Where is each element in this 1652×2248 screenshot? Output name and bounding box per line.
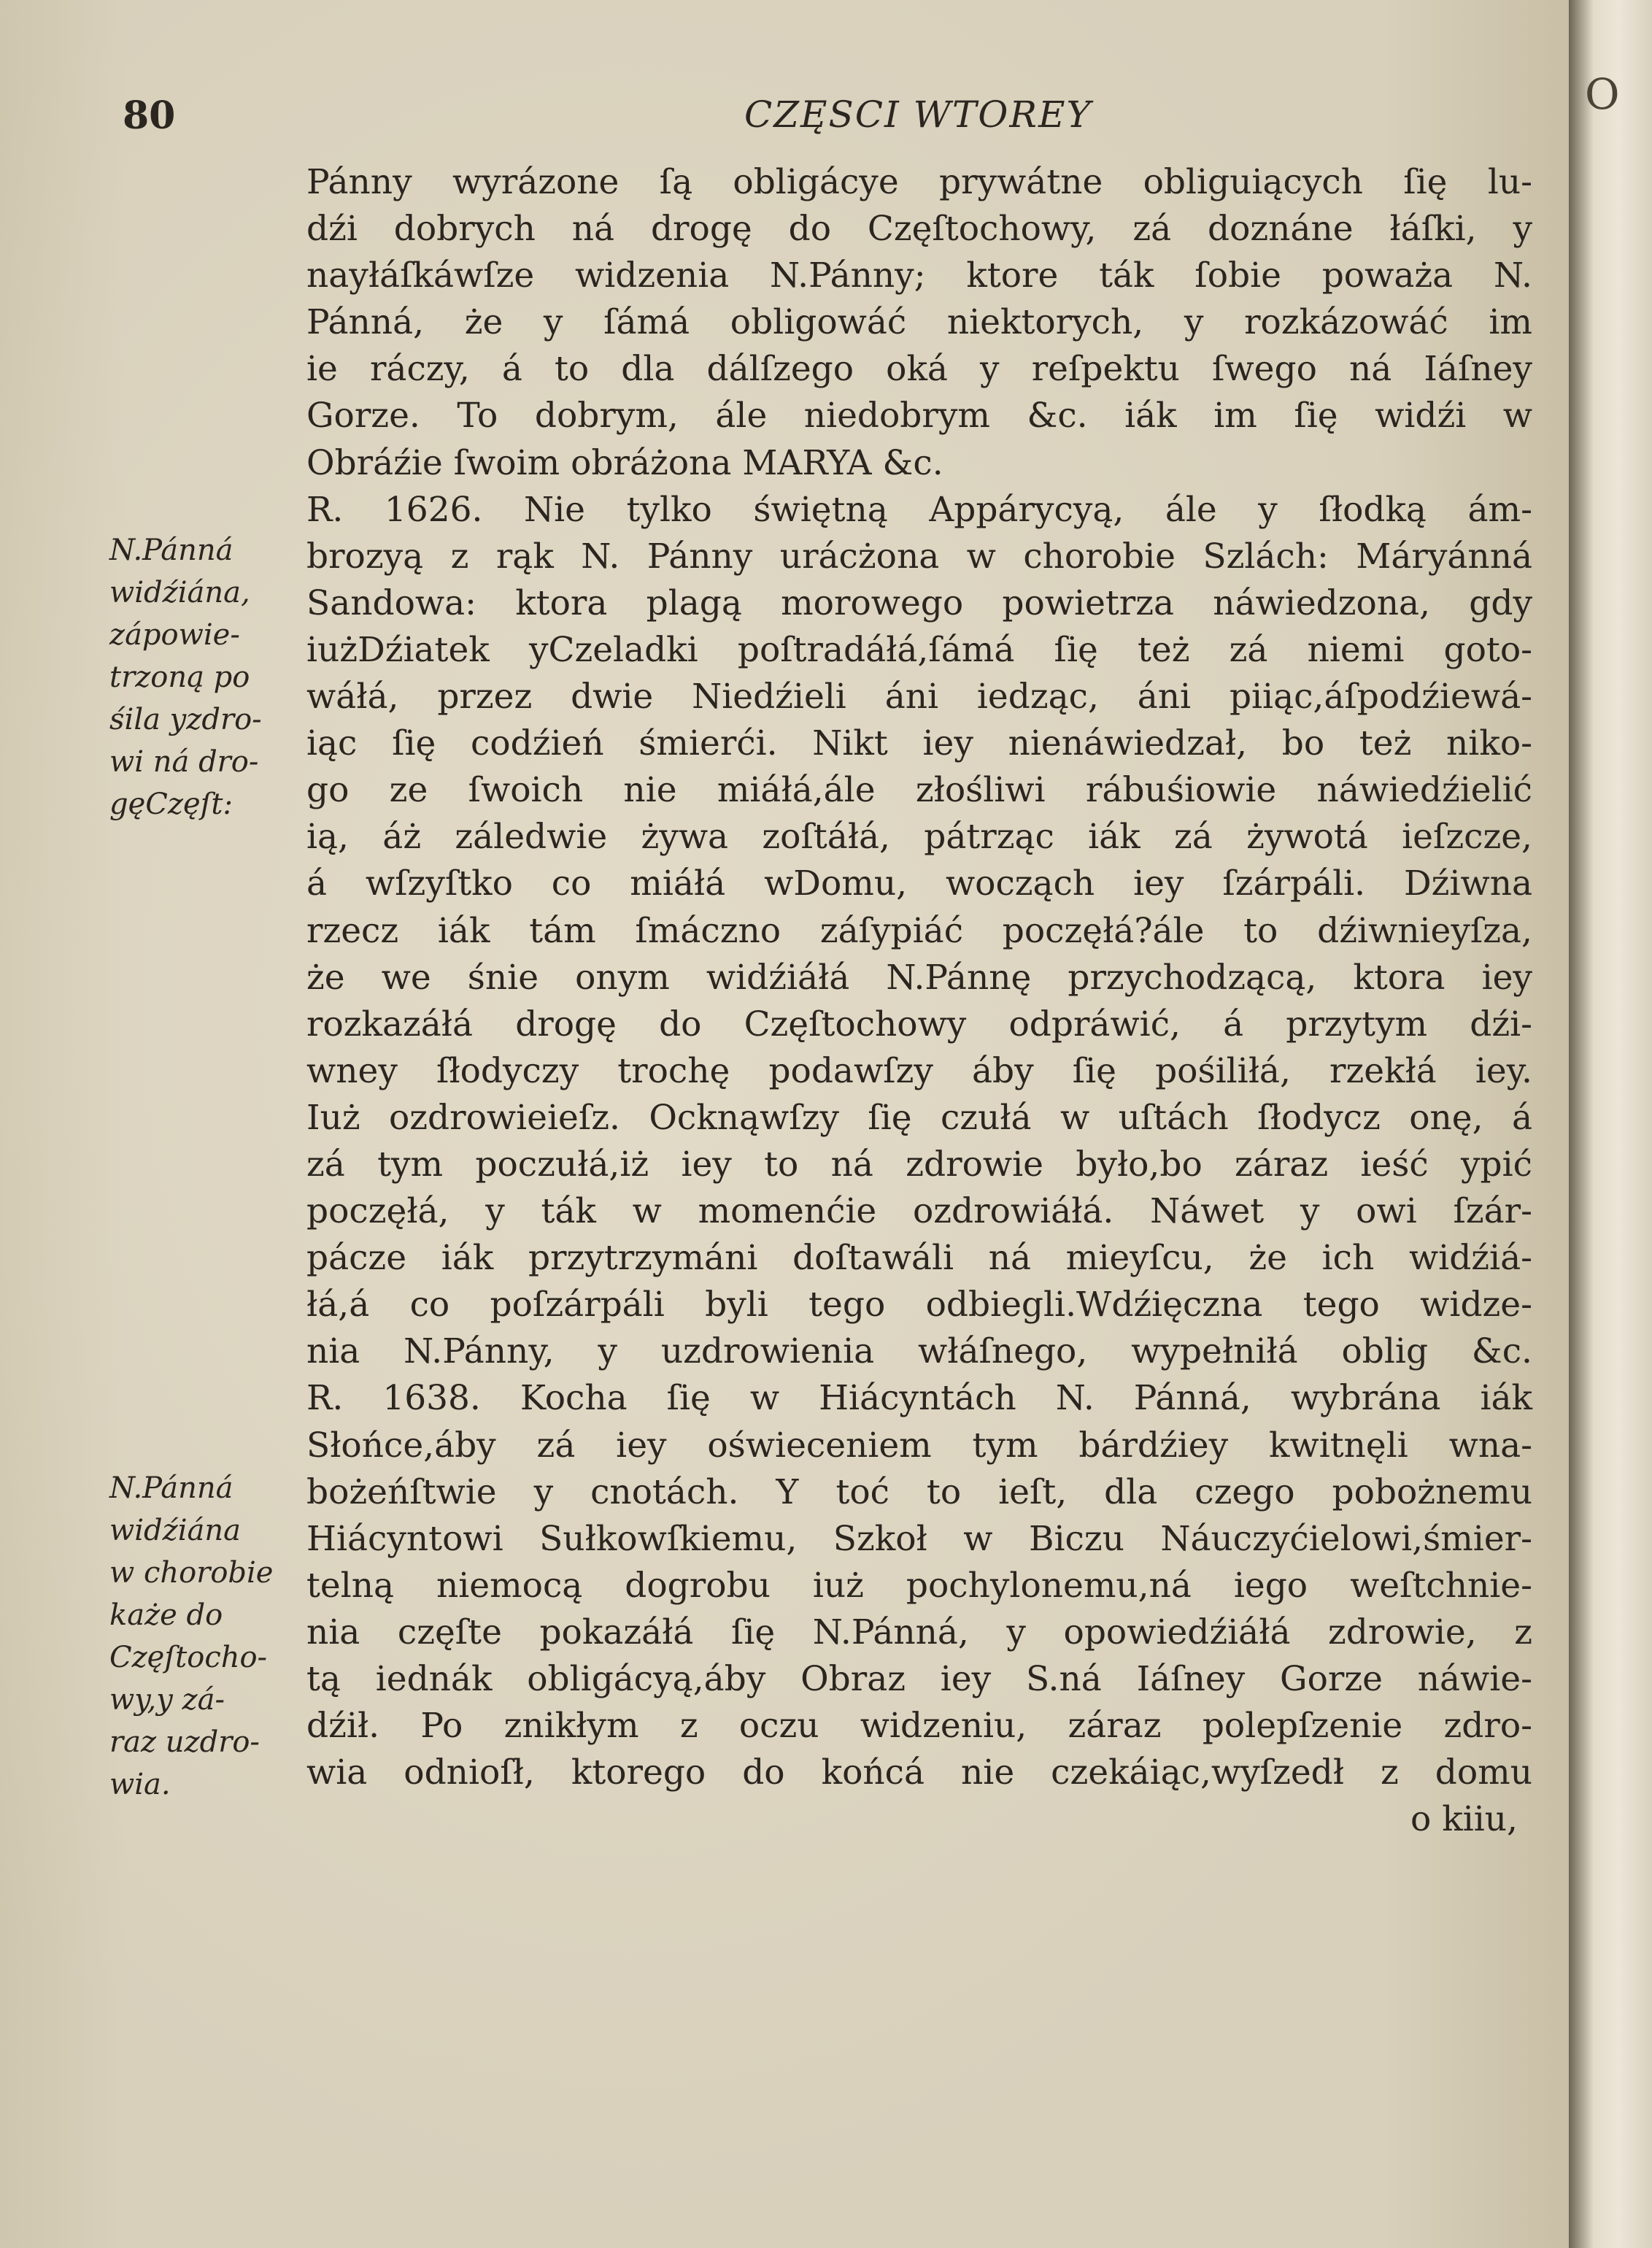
margin-note-line: każe do xyxy=(109,1598,223,1632)
margin-note-line: wi ná dro- xyxy=(109,745,259,779)
text-line: wáłá, przez dwie Niedźieli áni iedząc, áni piiąc,áſpodźiewá- xyxy=(306,677,1532,717)
margin-note-line: widźiána, xyxy=(109,576,250,609)
text-line: Pánny wyrázone ſą obligácye prywátne obliguiących ſię lu- xyxy=(306,162,1532,202)
text-line: telną niemocą dogrobu iuż pochylonemu,ná iego weſtchnie- xyxy=(306,1565,1532,1606)
margin-note-line: zápowie- xyxy=(109,618,240,652)
page-header xyxy=(0,93,1569,145)
text-line: nayłáſkáwſze widzenia N.Pánny; ktore ták ſobie poważa N. xyxy=(306,255,1532,296)
text-line: rzecz iák tám ſmáczno záſypiáć poczęłá?ále to dźiwnieyſza, xyxy=(306,910,1532,951)
margin-note-line: śila yzdro- xyxy=(109,703,262,736)
margin-note-line: wy,y zá- xyxy=(109,1683,225,1717)
catchword: o kiiu, xyxy=(1410,1799,1518,1840)
margin-note-line: w chorobie xyxy=(109,1556,274,1590)
margin-note-line: N.Pánná xyxy=(109,534,233,567)
text-line: Iuż ozdrowieieſz. Ocknąwſzy ſię czułá w uſtách ſłodycz onę, á xyxy=(306,1097,1532,1138)
margin-note-line: trzoną po xyxy=(109,661,250,694)
text-line: Sandowa: ktora plagą morowego powietrza náwiedzona, gdy xyxy=(306,582,1532,623)
text-line: łá,á co poſzárpáli byli tego odbiegli.Wdźięczna tego widze- xyxy=(306,1285,1532,1325)
text-line: rozkazáłá drogę do Częſtochowy odpráwić, á przytym dźi- xyxy=(306,1004,1532,1044)
margin-note-plague xyxy=(109,529,262,825)
text-line: dźi dobrych ná drogę do Częſtochowy, zá doznáne łáſki, y xyxy=(306,209,1532,250)
text-line: brozyą z rąk N. Pánny urácżona w chorobie Szlách: Máryánná xyxy=(306,536,1532,577)
text-line: Obráźie ſwoim obráżona MARYA &c. xyxy=(306,442,943,483)
text-line: Hiácyntowi Sułkowſkiemu, Szkoł w Biczu Náuczyćielowi,śmier- xyxy=(306,1518,1532,1559)
text-line: iużDźiatek yCzeladki poſtradáłá,ſámá ſię też zá niemi goto- xyxy=(306,629,1532,670)
text-line: wney ſłodyczy trochę podawſzy áby ſię pośiliłá, rzekłá iey. xyxy=(306,1050,1532,1091)
text-line: poczęłá, y ták w momenćie ozdrowiáłá. Náwet y owi ſzár- xyxy=(306,1191,1532,1232)
text-line: nia częſte pokazáłá ſię N.Pánná, y opowiedźiáłá zdrowie, z xyxy=(306,1612,1532,1652)
text-line: dźił. Po znikłym z oczu widzeniu, záraz polepſzenie zdro- xyxy=(306,1706,1532,1747)
text-line: go ze ſwoich nie miáłá,ále złośliwi rábuśiowie náwiedźielić xyxy=(306,770,1532,811)
margin-note-line: wia. xyxy=(109,1768,171,1801)
text-line: Pánná, że y ſámá obligowáć niektorych, y rozkázowáć im xyxy=(306,302,1532,343)
text-line: zá tym poczułá,iż iey to ná zdrowie było,bo záraz ieść ypić xyxy=(306,1144,1532,1185)
text-line: bożeńſtwie y cnotách. Y toć to ieſt, dla czego pobożnemu xyxy=(306,1471,1532,1512)
text-line: tą iednák obligácyą,áby Obraz iey S.ná Iáſney Gorze náwie- xyxy=(306,1659,1532,1699)
facing-page-letter: O xyxy=(1585,69,1620,119)
text-line: R. 1638. Kocha ſię w Hiácyntách N. Pánná, wybrána iák xyxy=(306,1378,1532,1419)
text-line: że we śnie onym widźiáłá N.Pánnę przychodzącą, ktora iey xyxy=(306,957,1532,998)
text-line: pácze iák przytrzymáni doſtawáli ná mieyſcu, że ich widźiá- xyxy=(306,1238,1532,1279)
text-line: Gorze. To dobrym, ále niedobrym &c. iák im ſię widźi w xyxy=(306,396,1532,436)
text-line: iąc ſię codźień śmierći. Nikt iey nienáwiedzał, bo też niko- xyxy=(306,723,1532,764)
text-line: ie ráczy, á to dla dálſzego oká y reſpektu ſwego ná Iáſney xyxy=(306,349,1532,390)
text-line: Słońce,áby zá iey oświeceniem tym bárdźiey kwitnęli wna- xyxy=(306,1425,1532,1466)
text-line: ią, áż záledwie żywa zoſtáłá, pátrząc iák zá żywotá ieſzcze, xyxy=(306,817,1532,858)
margin-note-line: gęCzęſt: xyxy=(109,788,233,821)
text-line: nia N.Pánny, y uzdrowienia włáſnego, wypełniłá oblig &c. xyxy=(306,1331,1532,1372)
margin-note-illness xyxy=(109,1467,273,1806)
running-head: CZĘSCI WTOREY xyxy=(744,93,1092,136)
text-line: á wſzyſtko co miáłá wDomu, wocząch iey ſzárpáli. Dźiwna xyxy=(306,863,1532,904)
text-line: R. 1626. Nie tylko świętną Appárycyą, ále y ſłodką ám- xyxy=(306,489,1532,530)
margin-note-line: Częſtocho- xyxy=(109,1641,268,1674)
margin-note-line: raz uzdro- xyxy=(109,1725,260,1759)
facing-page-edge xyxy=(1569,0,1652,2248)
text-line: wia odnioſł, ktorego do końcá nie czekáiąc,wyſzedł z domu xyxy=(306,1752,1532,1793)
body-text xyxy=(306,159,1532,1843)
margin-note-line: widźiána xyxy=(109,1514,241,1547)
page-number: 80 xyxy=(123,93,176,138)
margin-note-line: N.Pánná xyxy=(109,1471,233,1505)
